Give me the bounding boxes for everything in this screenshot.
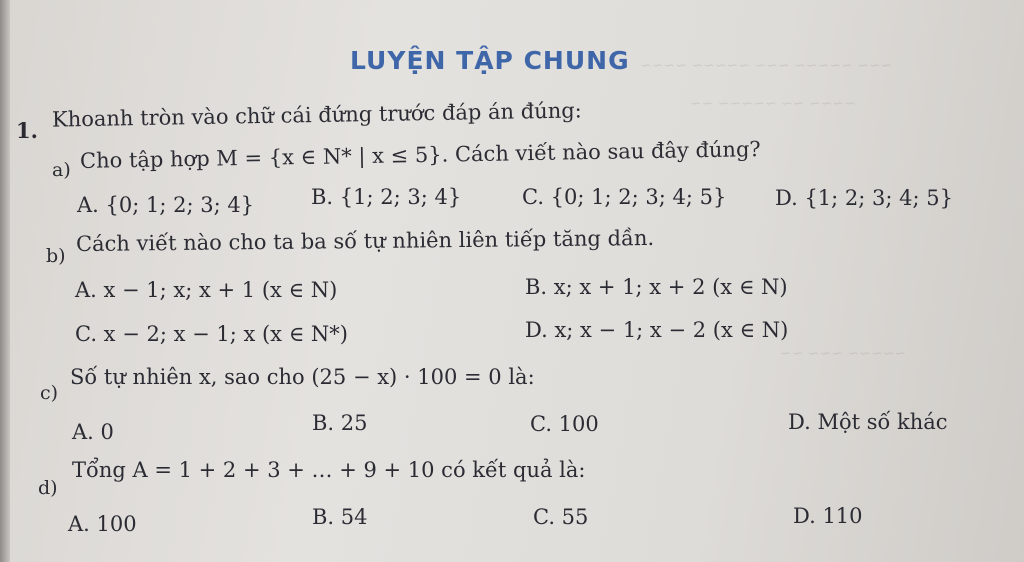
- question-d-option-d: D. 110: [793, 504, 863, 528]
- question-d-option-a: A. 100: [68, 512, 137, 536]
- question-c-option-c: C. 100: [530, 412, 599, 436]
- question-a-option-a: A. {0; 1; 2; 3; 4}: [77, 193, 255, 217]
- question-b-option-d: D. x; x − 1; x − 2 (x ∈ N): [525, 318, 789, 342]
- question-a-option-d: D. {1; 2; 3; 4; 5}: [775, 186, 953, 210]
- question-b-label: b): [46, 245, 66, 267]
- question-c-option-a: A. 0: [72, 420, 114, 444]
- question-d-label: d): [38, 477, 58, 499]
- question-b-option-c: C. x − 2; x − 1; x (x ∈ N*): [75, 322, 348, 346]
- question-b-option-b: B. x; x + 1; x + 2 (x ∈ N): [525, 275, 788, 299]
- question-c-text: Số tự nhiên x, sao cho (25 − x) · 100 = 0 là:: [70, 365, 535, 389]
- bleed-through-text: ~~~~~ ~~~ ~~: [780, 346, 907, 362]
- question-b-text: Cách viết nào cho ta ba số tự nhiên liên tiếp tăng dần.: [75, 225, 655, 257]
- bleed-through-text: ~~~ ~~~~~ ~~~ ~~~~~ ~~~~: [640, 58, 893, 74]
- bleed-through-text: ~~~~ ~~ ~~~~~ ~~: [690, 96, 856, 112]
- question-a-option-b: B. {1; 2; 3; 4}: [311, 185, 462, 209]
- question-c-option-b: B. 25: [312, 411, 368, 435]
- exercise-instruction: Khoanh tròn vào chữ cái đứng trước đáp án đúng:: [51, 98, 582, 132]
- question-c-label: c): [40, 382, 59, 404]
- question-a-option-c: C. {0; 1; 2; 3; 4; 5}: [522, 185, 727, 209]
- page-binding-edge: [0, 0, 10, 562]
- cropped-next-line: [0, 548, 1024, 562]
- question-a-text: Cho tập hợp M = {x ∈ N* | x ≤ 5}. Cách viết nào sau đây đúng?: [79, 137, 761, 173]
- question-d-option-c: C. 55: [533, 505, 589, 529]
- question-a-label: a): [52, 159, 71, 181]
- question-b-option-a: A. x − 1; x; x + 1 (x ∈ N): [75, 278, 338, 302]
- question-d-text: Tổng A = 1 + 2 + 3 + … + 9 + 10 có kết quả là:: [72, 458, 586, 482]
- question-d-option-b: B. 54: [312, 505, 368, 529]
- exercise-number: 1.: [16, 118, 38, 143]
- question-c-option-d: D. Một số khác: [788, 410, 948, 434]
- page-title: LUYỆN TẬP CHUNG: [350, 46, 630, 75]
